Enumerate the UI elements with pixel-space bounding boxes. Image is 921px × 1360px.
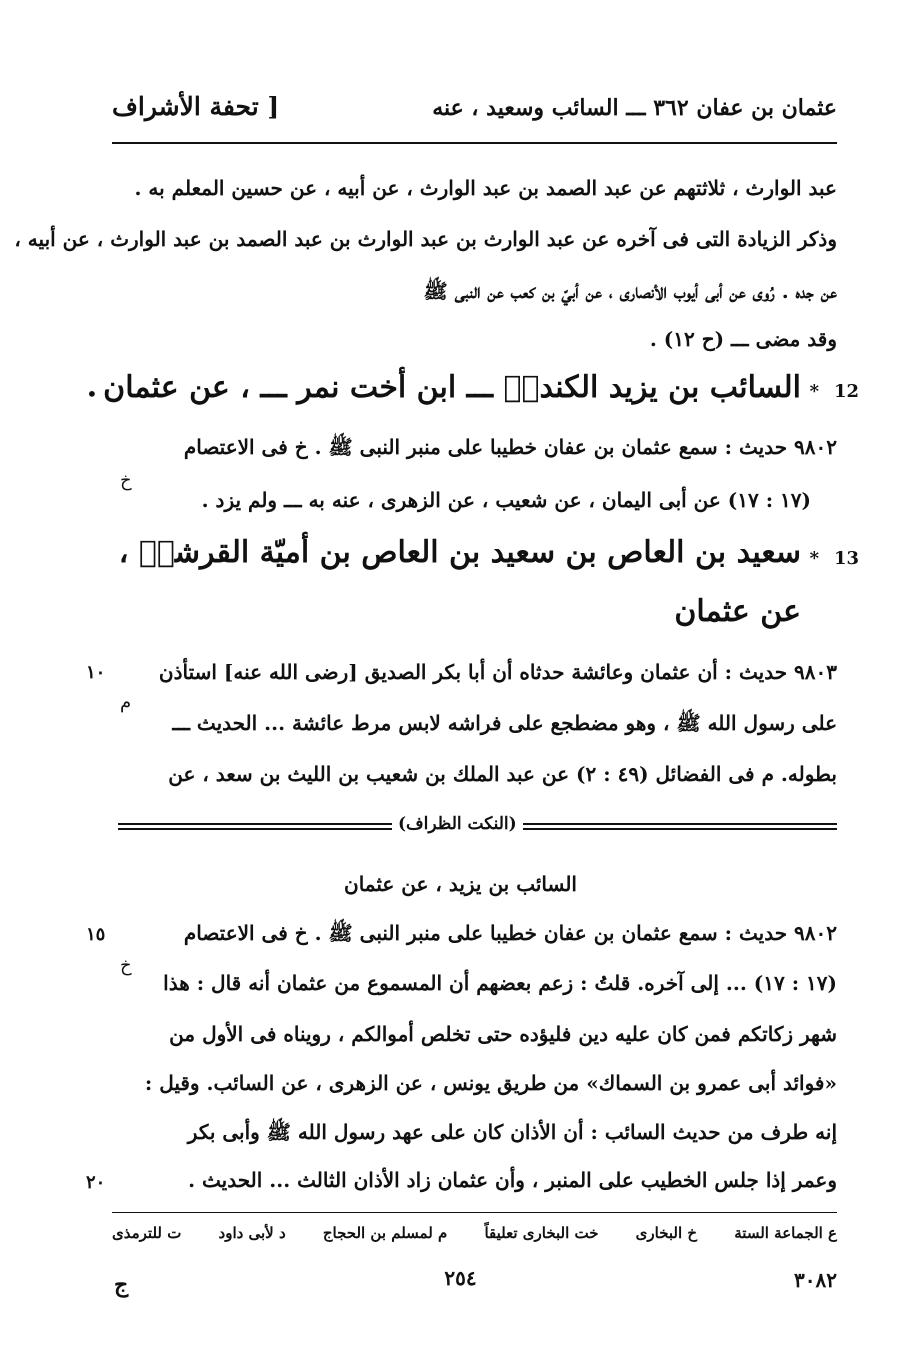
volume-mark: ج <box>114 1272 129 1298</box>
hadith-line: ٩٨٠٢ حديث : سمع عثمان بن عفان خطيبا على منبر النبى ﷺ . خ فى الاعتصام <box>183 435 837 459</box>
intro-line: عن جده . رُوى عن أبى أيوب الأنصارى ، عن أبيّ بن كعب عن النبى ﷺ <box>423 279 837 303</box>
header-rule <box>112 142 837 144</box>
legend-item: م لمسلم بن الحجاج <box>322 1224 448 1242</box>
line-number: ٢٠ <box>86 1172 106 1193</box>
side-mark: خ <box>120 955 132 976</box>
line-number: ١٠ <box>86 662 106 683</box>
intro-line: عبد الوارث ، ثلاثتهم عن عبد الصمد بن عبد الوارث ، عن أبيه ، عن حسين المعلم به . <box>134 176 837 200</box>
intro-line: وذكر الزيادة التى فى آخره عن عبد الوارث بن عبد الوارث بن عبد الصمد بن عبد الوارث ، عن أبيه ، <box>14 227 837 251</box>
side-mark: م <box>120 692 132 713</box>
hadith-line: (١٧ : ١٧) عن أبى اليمان ، عن شعيب ، عن الزهرى ، عنه به ـــ ولم يزد . <box>201 488 811 512</box>
legend-item: ت للترمذى <box>112 1224 182 1242</box>
folio-number: ٣٠٨٢ <box>794 1268 837 1292</box>
legend-item: ع الجماعة الستة <box>734 1224 837 1242</box>
section-heading-cont: عن عثمان <box>674 594 801 629</box>
running-header: عثمان بن عفان ٣٦٢ ـــ السائب وسعيد ، عنه <box>432 95 837 121</box>
book-title: [ تحفة الأشراف <box>112 92 280 121</box>
legend-item: خ البخارى <box>635 1224 698 1242</box>
side-mark: خ <box>120 470 132 491</box>
intro-line: وقد مضى ـــ (ح ١٢) . <box>649 327 837 351</box>
legend-item: خت البخارى تعليقاً <box>484 1224 599 1242</box>
nukat-line: شهر زكاتكم فمن كان عليه دين فليؤده حتى تخلص أموالكم ، رويناه فى الأول من <box>169 1022 837 1046</box>
nukat-line: (١٧ : ١٧) ... إلى آخره. قلتُ : زعم بعضهم أن المسموع من عثمان أنه قال : هذا <box>163 971 837 995</box>
hadith-line: ٩٨٠٣ حديث : أن عثمان وعائشة حدثاه أن أبا بكر الصديق [رضى الله عنه] استأذن <box>158 660 837 684</box>
hadith-line: بطوله. م فى الفضائل (٤٩ : ٢) عن عبد الملك بن شعيب بن الليث بن سعد ، عن <box>168 762 837 786</box>
subheading: السائب بن يزيد ، عن عثمان <box>344 872 577 896</box>
section-marker: * <box>809 548 819 569</box>
section-marker: * <box>809 381 819 402</box>
page-number: ٢٥٤ <box>444 1266 477 1290</box>
hadith-line: على رسول الله ﷺ ، وهو مضطجع على فراشه لابس مرط عائشة ... الحديث ـــ <box>172 711 837 735</box>
nukat-line: «فوائد أبى عمرو بن السماك» من طريق يونس ، عن الزهرى ، عن السائب. وقيل : <box>144 1071 837 1095</box>
nukat-line: وعمر إذا جلس الخطيب على المنبر ، وأن عثمان زاد الأذان الثالث ... الحديث . <box>188 1168 837 1192</box>
section-number: 13 <box>833 548 859 569</box>
section-heading: سعيد بن العاص بن سعيد بن العاص بن أميّة القرشىؓ ، <box>118 535 801 570</box>
abbreviation-legend <box>112 1224 837 1242</box>
line-number: ١٥ <box>86 924 106 945</box>
footer-rule <box>112 1212 837 1213</box>
section-number: 12 <box>833 381 859 402</box>
section-heading: السائب بن يزيد الكندىؓ ـــ ابن أخت نمر ـــ ، عن عثمان <box>103 370 801 405</box>
legend-item: د لأبى داود <box>218 1224 286 1242</box>
nukat-line: ٩٨٠٢ حديث : سمع عثمان بن عفان خطيبا على منبر النبى ﷺ . خ فى الاعتصام <box>183 921 837 945</box>
separator-label: (النكت الظراف) <box>392 814 523 834</box>
nukat-line: إنه طرف من حديث السائب : أن الأذان كان على عهد رسول الله ﷺ وأبى بكر <box>187 1120 837 1144</box>
bullet-mark: • <box>86 382 98 406</box>
